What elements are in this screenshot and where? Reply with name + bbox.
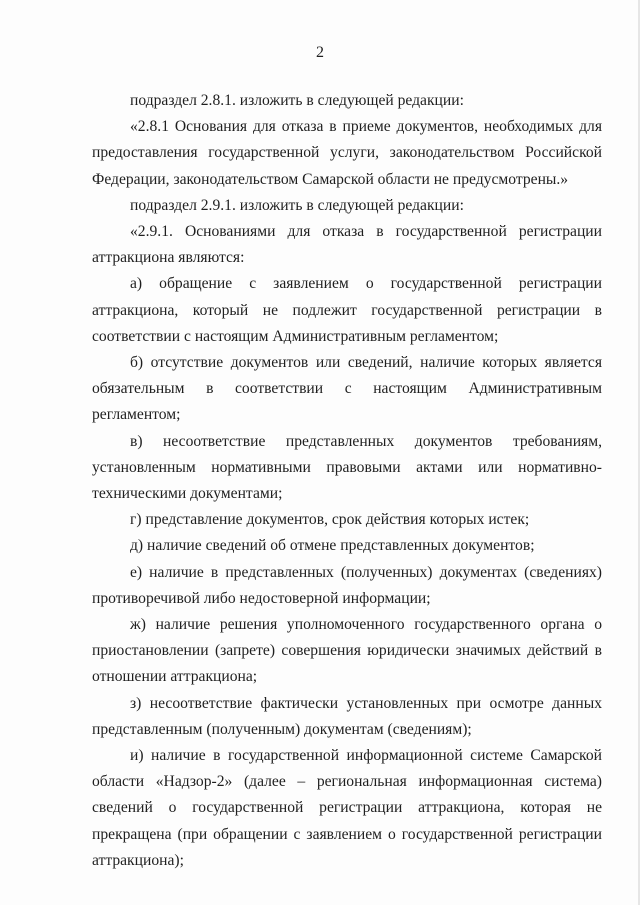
paragraph-2-9-1-text: «2.9.1. Основаниями для отказа в государственной регистрации аттракциона являются: [92,223,602,267]
list-item-z: з) несоответствие фактически установленных при осмотре данных представленным (полученным) документам (сведениям); [92,694,602,738]
paragraph-2-8-1-text: «2.8.1 Основания для отказа в приеме документов, необходимых для предоставления государственной услуги, законодательством Российской Федерации, законодательством Самарской области не предусмотрены.» [92,118,602,188]
list-item-v: в) несоответствие представленных документов требованиям, установленным нормативными правовыми актами или нормативно-техническими документами; [92,432,602,503]
list-item-g: г) представление документов, срок действия которых истек; [130,511,530,529]
page-number: 2 [316,44,324,61]
list-item-d: д) наличие сведений об отмене представленных документов; [130,537,535,555]
list-item-b: б) отсутствие документов или сведений, наличие которых является обязательным в соответствии с настоящим Административным регламентом; [92,354,602,424]
list-item-i: и) наличие в государственной информационной системе Самарской области «Надзор-2» (далее – региональная информационная система) сведений о государственной регистрации аттракциона, которая не прекращена (при обращении с заявлением о государственной регистрации аттракциона); [92,747,602,869]
document-body [92,88,602,874]
list-item-e: е) наличие в представленных (полученных) документах (сведениях) противоречивой либо недостоверной информации; [92,563,602,607]
paragraph-2-8-1-intro: подраздел 2.8.1. изложить в следующей редакции: [130,92,464,109]
list-item-a: а) обращение с заявлением о государственной регистрации аттракциона, который не подлежит государственной регистрации в соответствии с настоящим Административным регламентом; [92,275,602,345]
paragraph-2-9-1-intro: подраздел 2.9.1. изложить в следующей редакции: [130,196,464,214]
list-item-zh: ж) наличие решения уполномоченного государственного органа о приостановлении (запрете) совершения юридически значимых действий в отношении аттракциона; [92,616,602,686]
